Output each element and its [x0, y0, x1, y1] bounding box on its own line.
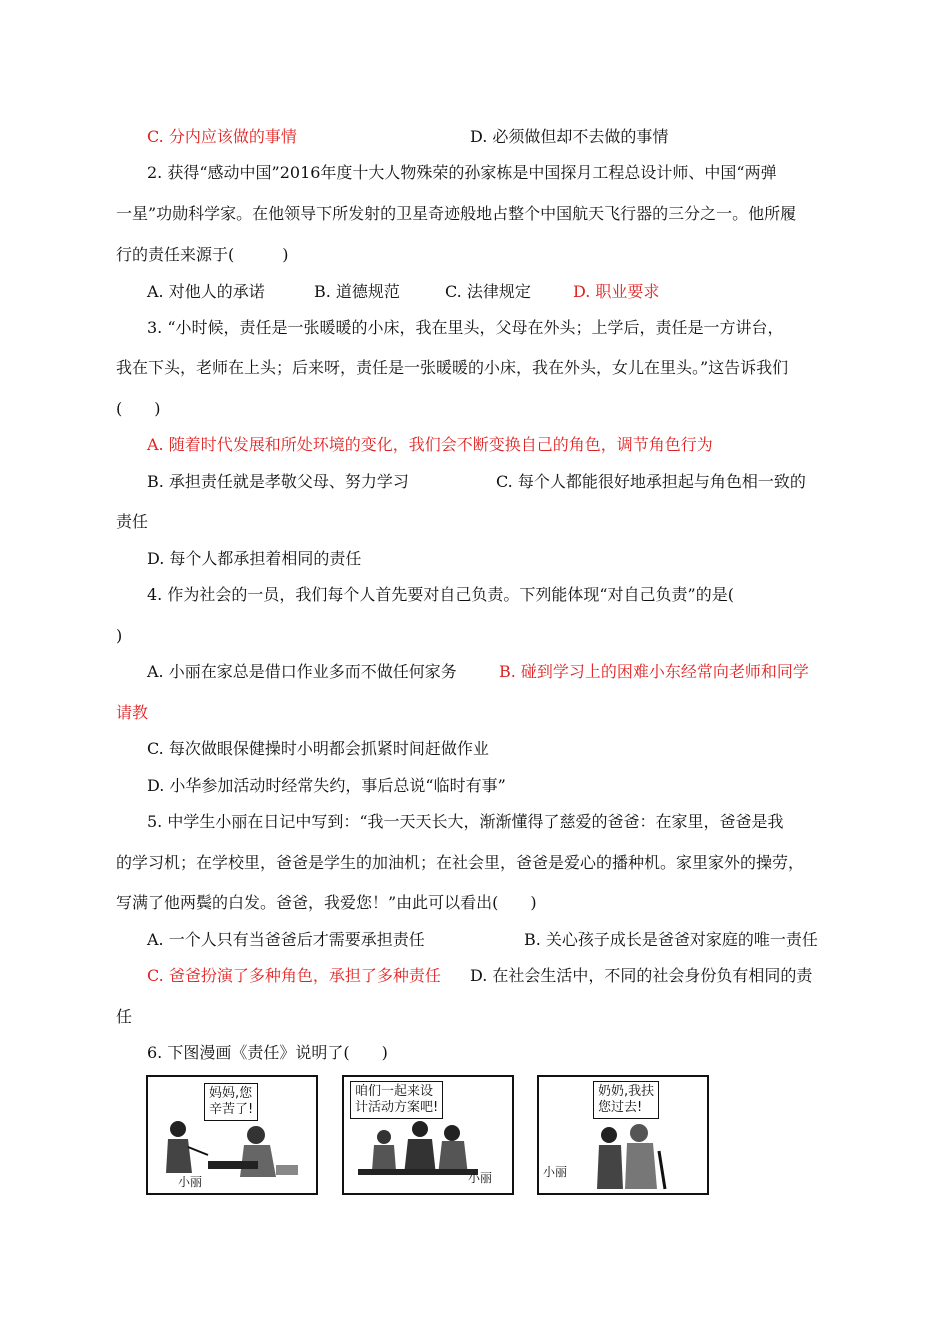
speech-bubble	[593, 1081, 659, 1119]
q4-option-b: B. 碰到学习上的困难小东经常向老师和同学	[499, 662, 809, 681]
caption-xiaoli: 小丽	[178, 1175, 203, 1189]
q2-option-d: D. 职业要求	[573, 282, 660, 301]
q3-option-a: A. 随着时代发展和所处环境的变化，我们会不断变换自己的角色，调节角色行为	[147, 435, 713, 454]
speech-line-1: 咱们一起来设	[355, 1084, 434, 1099]
q4-option-b-wrap: 请教	[116, 703, 149, 722]
q3-option-c: C. 每个人都能很好地承担起与角色相一致的	[496, 472, 806, 491]
q5-option-a: A. 一个人只有当爸爸后才需要承担责任	[147, 930, 425, 949]
cartoon-panel-1	[146, 1075, 318, 1195]
speech-bubble	[204, 1083, 258, 1121]
q2-option-a: A. 对他人的承诺	[147, 282, 265, 301]
q2-option-c: C. 法律规定	[445, 282, 531, 301]
q6-stem: 6. 下图漫画《责任》说明了( )	[147, 1043, 388, 1062]
q1-option-d: D. 必须做但却不去做的事情	[470, 127, 669, 146]
q3-option-b: B. 承担责任就是孝敬父母、努力学习	[147, 472, 409, 491]
speech-line-2: 您过去!	[598, 1100, 643, 1115]
q2-stem-line2: 一星”功勋科学家。在他领导下所发射的卫星奇迹般地占整个中国航天飞行器的三分之一。他所履	[116, 204, 797, 223]
q4-option-d: D. 小华参加活动时经常失约，事后总说“临时有事”	[147, 776, 506, 795]
q2-stem-line3: 行的责任来源于( )	[116, 245, 289, 264]
speech-line-2: 辛苦了!	[209, 1102, 254, 1117]
q3-option-d: D. 每个人都承担着相同的责任	[147, 549, 362, 568]
q5-stem-line2: 的学习机；在学校里，爸爸是学生的加油机；在社会里，爸爸是爱心的播种机。家里家外的操劳，	[116, 853, 805, 872]
cartoon-panel-3	[537, 1075, 709, 1195]
q4-stem-line2: )	[116, 626, 123, 645]
speech-line-1: 奶奶,我扶	[598, 1084, 655, 1099]
q3-stem-line2: 我在下头，老师在上头；后来呀，责任是一张暖暖的小床，我在外头，女儿在里头。”这告诉我们	[116, 358, 789, 377]
q4-stem-line1: 4. 作为社会的一员，我们每个人首先要对自己负责。下列能体现“对自己负责”的是(	[147, 585, 750, 604]
cartoon-panel-2	[342, 1075, 514, 1195]
speech-line-2: 计活动方案吧!	[355, 1100, 439, 1115]
caption-xiaoli: 小丽	[468, 1171, 493, 1185]
q5-stem-line1: 5. 中学生小丽在日记中写到：“我一天天长大，渐渐懂得了慈爱的爸爸：在家里，爸爸是我	[147, 812, 784, 831]
q5-option-d: D. 在社会生活中，不同的社会身份负有相同的责	[470, 966, 813, 985]
q1-option-c: C. 分内应该做的事情	[147, 127, 297, 146]
q5-stem-line3: 写满了他两鬓的白发。爸爸，我爱您！”由此可以看出( )	[116, 893, 537, 912]
speech-bubble	[350, 1081, 443, 1119]
q3-stem-line1: 3. “小时候，责任是一张暖暖的小床，我在里头，父母在外头；上学后，责任是一方讲台，	[147, 318, 784, 337]
q2-stem-line1: 2. 获得“感动中国”2016年度十大人物殊荣的孙家栋是中国探月工程总设计师、中国“两弹	[147, 163, 777, 182]
q4-option-c: C. 每次做眼保健操时小明都会抓紧时间赶做作业	[147, 739, 489, 758]
q5-option-d-wrap: 任	[116, 1007, 133, 1026]
q5-option-c: C. 爸爸扮演了多种角色，承担了多种责任	[147, 966, 441, 985]
q5-option-b: B. 关心孩子成长是爸爸对家庭的唯一责任	[524, 930, 818, 949]
q3-option-c-wrap: 责任	[116, 512, 149, 531]
q3-stem-line3: ( )	[116, 399, 161, 418]
q4-option-a: A. 小丽在家总是借口作业多而不做任何家务	[147, 662, 457, 681]
caption-xiaoli: 小丽	[543, 1165, 568, 1179]
q2-option-b: B. 道德规范	[314, 282, 400, 301]
speech-line-1: 妈妈,您	[209, 1086, 253, 1101]
